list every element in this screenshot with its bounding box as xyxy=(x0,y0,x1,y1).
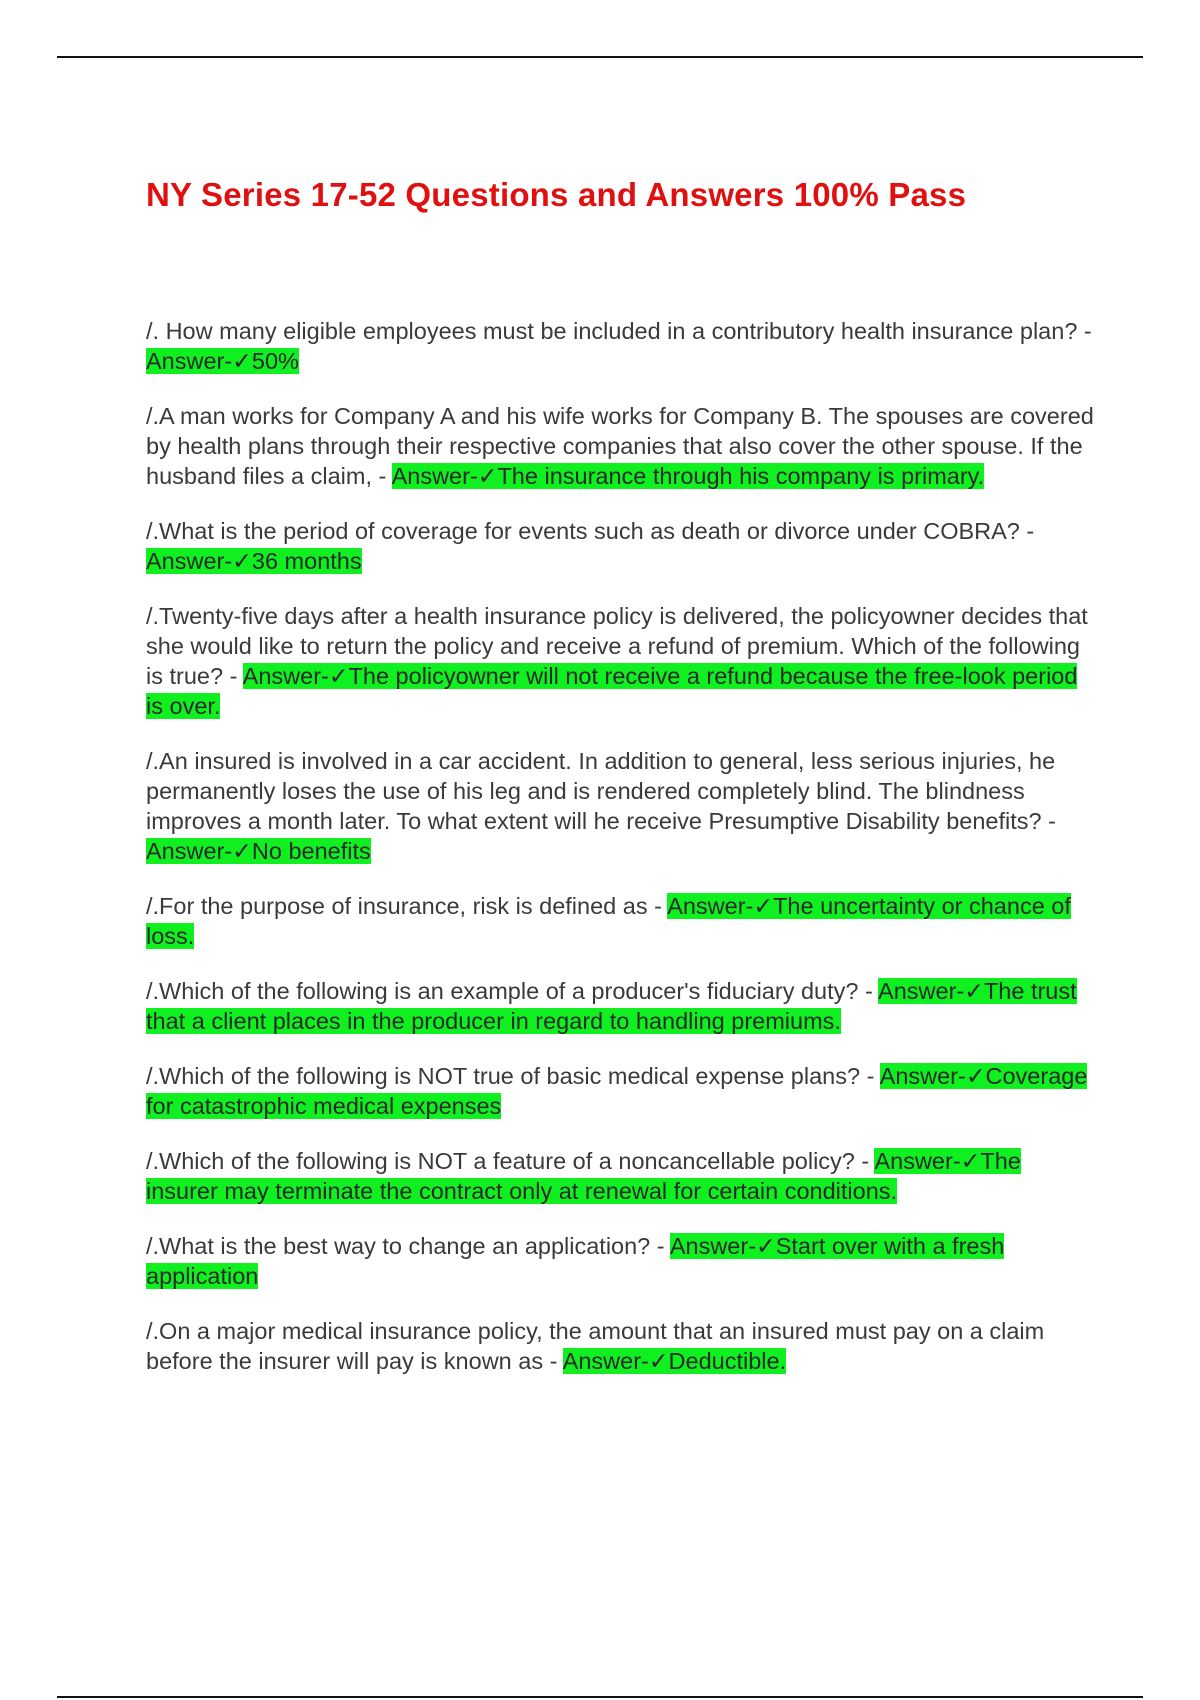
qa-item xyxy=(146,401,1096,491)
qa-item xyxy=(146,516,1096,576)
top-rule xyxy=(57,56,1143,58)
question-text: /.Which of the following is NOT a feature of a noncancellable policy? - xyxy=(146,1148,875,1174)
qa-item xyxy=(146,1316,1096,1376)
question-text: /.What is the period of coverage for events such as death or divorce under COBRA? - xyxy=(146,518,1035,544)
document-title: NY Series 17-52 Questions and Answers 100% Pass xyxy=(146,176,967,213)
question-text: /.Which of the following is NOT true of basic medical expense plans? - xyxy=(146,1063,880,1089)
answer-text: Answer-✓The insurance through his company is primary. xyxy=(391,463,985,489)
bottom-rule xyxy=(57,1696,1143,1698)
question-text: /.Which of the following is an example of a producer's fiduciary duty? - xyxy=(146,978,879,1004)
answer-text: Answer-✓The uncertainty or chance of loss. xyxy=(146,893,1071,949)
answer-text: Answer-✓Start over with a fresh application xyxy=(146,1233,1005,1289)
question-text: /.On a major medical insurance policy, the amount that an insured must pay on a claim before the insurer will pay is known as - xyxy=(146,1318,1045,1374)
qa-item xyxy=(146,746,1096,866)
answer-text: Answer-✓Coverage for catastrophic medical expenses xyxy=(146,1063,1088,1119)
question-text: /.A man works for Company A and his wife works for Company B. The spouses are covered by health plans through their respective companies that also cover the other spouse. If the husband files a claim, - xyxy=(146,403,1094,489)
qa-item xyxy=(146,891,1096,951)
answer-text: Answer-✓The trust that a client places in the producer in regard to handling premiums. xyxy=(146,978,1077,1034)
qa-item xyxy=(146,1061,1096,1121)
qa-list xyxy=(146,316,1096,1401)
answer-text: Answer-✓36 months xyxy=(146,548,362,574)
question-text: /.An insured is involved in a car accident. In addition to general, less serious injuries, he permanently loses the use of his leg and is rendered completely blind. The blindness improves a month later. To what extent will he receive Presumptive Disability benefits? - xyxy=(146,748,1056,834)
question-text: /.Twenty-five days after a health insurance policy is delivered, the policyowner decides that she would like to return the policy and receive a refund of premium. Which of the following is true? - xyxy=(146,603,1088,689)
answer-text: Answer-✓The policyowner will not receive a refund because the free-look period is over. xyxy=(146,663,1078,719)
qa-item xyxy=(146,316,1096,376)
question-text: /.What is the best way to change an application? - xyxy=(146,1233,670,1259)
answer-text: Answer-✓50% xyxy=(146,348,299,374)
qa-item xyxy=(146,976,1096,1036)
answer-text: Answer-✓No benefits xyxy=(146,838,371,864)
qa-item xyxy=(146,1231,1096,1291)
question-text: /. How many eligible employees must be included in a contributory health insurance plan? - xyxy=(146,318,1092,344)
answer-text: Answer-✓Deductible. xyxy=(562,1348,787,1374)
qa-item xyxy=(146,601,1096,721)
qa-item xyxy=(146,1146,1096,1206)
question-text: /.For the purpose of insurance, risk is defined as - xyxy=(146,893,668,919)
answer-text: Answer-✓The insurer may terminate the contract only at renewal for certain conditions. xyxy=(146,1148,1021,1204)
